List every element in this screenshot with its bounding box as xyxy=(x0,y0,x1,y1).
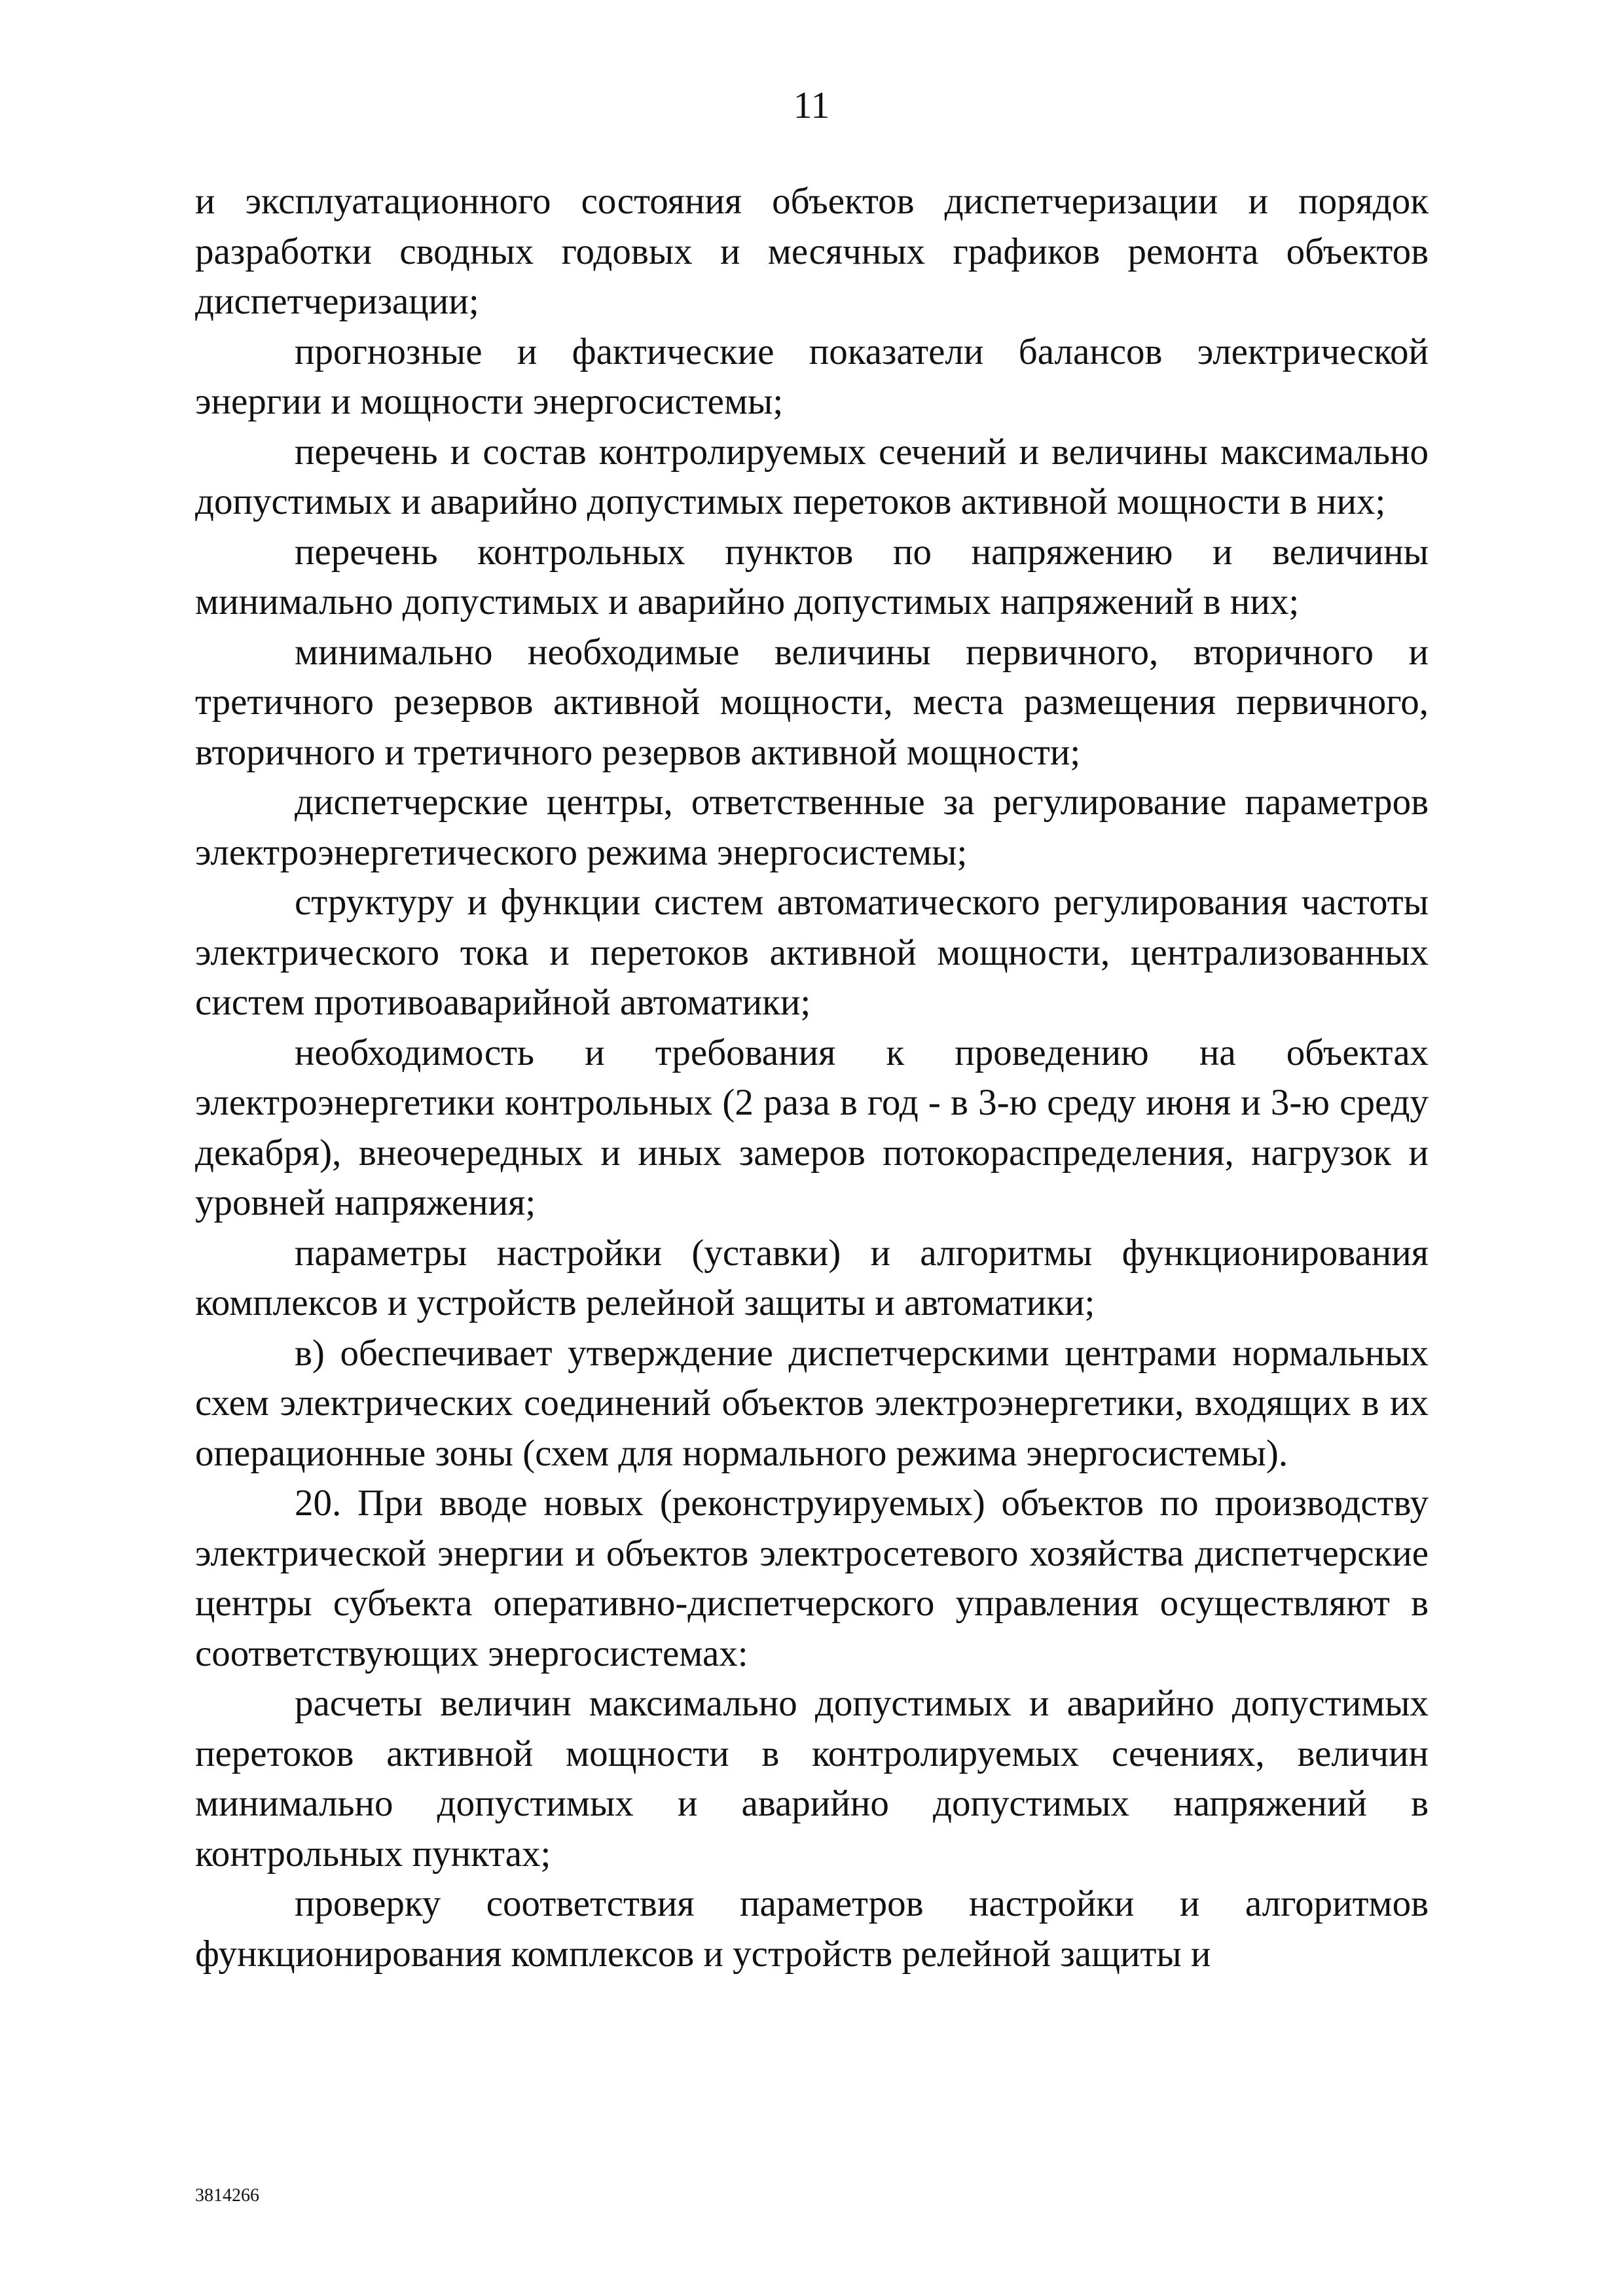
paragraph-calculations: расчеты величин максимально допустимых и аварийно допустимых перетоков активной мощности в контролируемых сечениях, величин минимально допустимых и аварийно допустимых напряжений в контрольных пунктах; xyxy=(195,1683,1429,1874)
document-body xyxy=(195,177,1429,1979)
paragraph-forecast-indicators: прогнозные и фактические показатели балансов электрической энергии и мощности энергосистемы; xyxy=(195,331,1429,422)
paragraph-reserves: минимально необходимые величины первичного, вторичного и третичного резервов активной мощности, места размещения первичного, вторичного и третичного резервов активной мощности; xyxy=(195,631,1429,773)
document-code: 3814266 xyxy=(195,2185,259,2206)
page-number: 11 xyxy=(793,84,830,126)
paragraph-automatic-regulation: структуру и функции систем автоматического регулирования частоты электрического тока и перетоков активной мощности, централизованных систем противоаварийной автоматики; xyxy=(195,882,1429,1023)
paragraph-item-v: в) обеспечивает утверждение диспетчерскими центрами нормальных схем электрических соединений объектов электроэнергетики, входящих в их операционные зоны (схем для нормального режима энергосистемы). xyxy=(195,1332,1429,1474)
paragraph-relay-settings: параметры настройки (уставки) и алгоритмы функционирования комплексов и устройств релейной защиты и автоматики; xyxy=(195,1232,1429,1323)
paragraph-section-20: 20. При вводе новых (реконструируемых) объектов по производству электрической энергии и объектов электросетевого хозяйства диспетчерские центры субъекта оперативно-диспетчерского управления осуществляют в соответствующих энергосистемах: xyxy=(195,1482,1429,1674)
paragraph-verification: проверку соответствия параметров настройки и алгоритмов функционирования комплексов и устройств релейной защиты и xyxy=(195,1883,1429,1975)
paragraph-measurements: необходимость и требования к проведению на объектах электроэнергетики контрольных (2 раза в год - в 3-ю среду июня и 3-ю среду декабря), внеочередных и иных замеров потокораспределения, нагрузок и уровней напряжения; xyxy=(195,1031,1429,1223)
paragraph-dispatch-centers: диспетчерские центры, ответственные за регулирование параметров электроэнергетического режима энергосистемы; xyxy=(195,781,1429,873)
paragraph-control-points: перечень контрольных пунктов по напряжению и величины минимально допустимых и аварийно допустимых напряжений в них; xyxy=(195,531,1429,622)
paragraph-controlled-sections: перечень и состав контролируемых сечений и величины максимально допустимых и аварийно допустимых перетоков активной мощности в них; xyxy=(195,431,1429,522)
paragraph-continuation: и эксплуатационного состояния объектов диспетчеризации и порядок разработки сводных годовых и месячных графиков ремонта объектов диспетчеризации; xyxy=(195,181,1429,322)
